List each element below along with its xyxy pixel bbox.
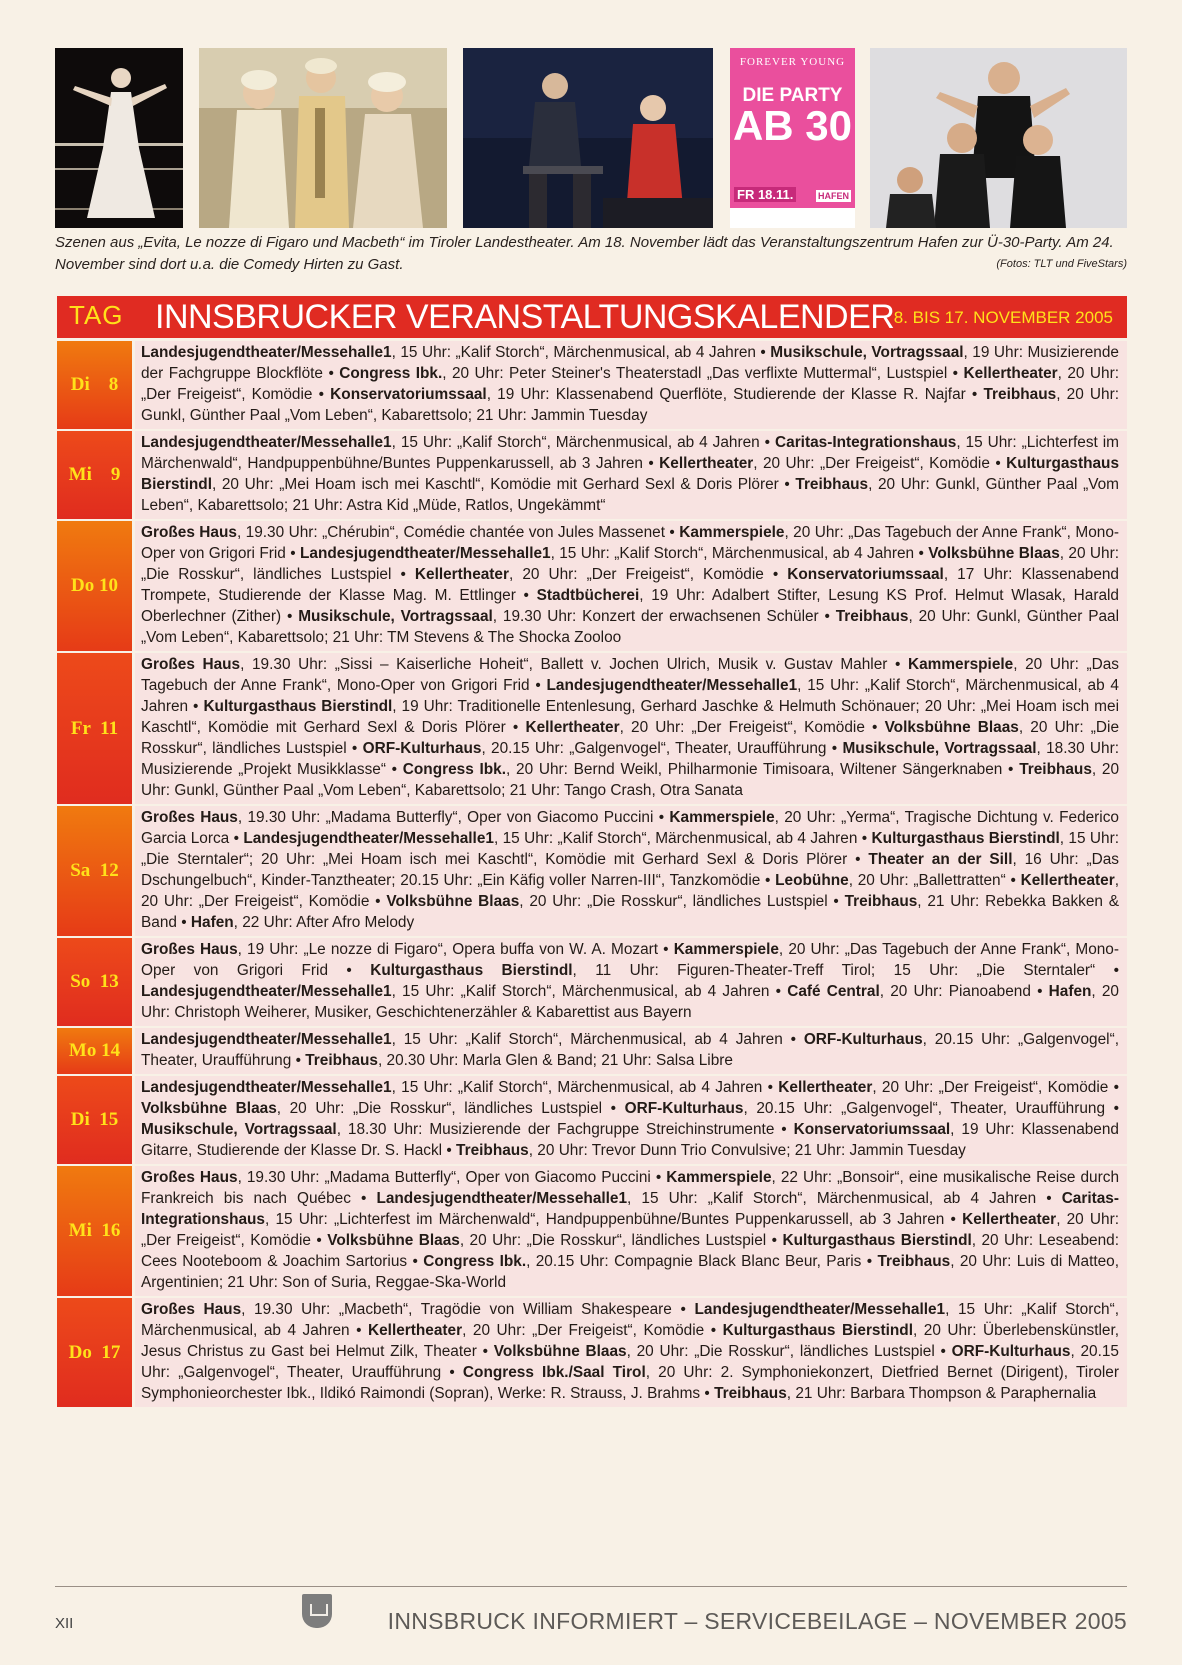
event-details: , 19 Uhr: „Le nozze di Figaro“, Opera buffa von W. A. Mozart • bbox=[237, 941, 674, 958]
page-number: XII bbox=[55, 1615, 74, 1632]
event-details: , 15 Uhr: „Kalif Storch“, Märchenmusical, ab 4 Jahren • bbox=[391, 344, 771, 361]
header-tag-label: TAG bbox=[69, 300, 124, 330]
venue-name: Volksbühne Blaas bbox=[386, 893, 520, 910]
event-details: , 20 Uhr: „Die Rosskur“, ländliches Lustspiel • bbox=[626, 1343, 952, 1360]
day-label: Mi 16 bbox=[57, 1166, 132, 1296]
event-details: , 20 Uhr: „Mei Hoam isch mei Kaschtl“, Komödie mit Gerhard Sexl & Doris Plörer • bbox=[211, 476, 796, 493]
venue-name: Theater an der Sill bbox=[868, 851, 1013, 868]
day-events bbox=[135, 806, 1127, 936]
day-events bbox=[135, 1166, 1127, 1296]
venue-name: Hafen bbox=[190, 914, 234, 931]
event-details: , 15 Uhr: „Kalif Storch“, Märchenmusical, ab 4 Jahren • bbox=[391, 1079, 779, 1096]
venue-name: Kellertheater bbox=[962, 1211, 1057, 1228]
day-row bbox=[57, 651, 1127, 804]
event-details: , 20 Uhr: „Der Freigeist“, Komödie • bbox=[141, 1211, 1119, 1249]
day-label: Di 15 bbox=[57, 1076, 132, 1164]
venue-name: ORF-Kulturhaus bbox=[624, 1100, 744, 1117]
venue-name: Kellertheater bbox=[525, 719, 620, 736]
poster-headline: DIE PARTY bbox=[742, 85, 843, 106]
event-details: , 20 Uhr: Gunkl, Günther Paal „Vom Leben“, Kabarettsolo; 21 Uhr: Jammin Tuesday bbox=[141, 386, 1120, 424]
event-details: , 20 Uhr: Peter Steiner's Theaterstadl „Das verflixte Muttermal“, Lustspiel • bbox=[442, 365, 964, 382]
venue-name: Kulturgasthaus Bierstindl bbox=[370, 962, 573, 979]
venue-name: Treibhaus bbox=[714, 1385, 787, 1402]
event-details: , 20.15 Uhr: „Galgenvogel“, Theater, Uraufführung • bbox=[481, 740, 843, 757]
day-row bbox=[57, 1026, 1127, 1074]
event-details: , 15 Uhr: „Kalif Storch“, Märchenmusical, ab 4 Jahren • bbox=[141, 677, 1119, 715]
event-details: , 15 Uhr: „Kalif Storch“, Märchenmusical, ab 4 Jahren • bbox=[391, 1031, 804, 1048]
event-details: , 15 Uhr: „Kalif Storch“, Märchenmusical, ab 4 Jahren • bbox=[550, 545, 929, 562]
event-details: , 20 Uhr: Gunkl, Günther Paal „Vom Leben“, Kabarettsolo; 21 Uhr: TM Stevens & The Shocka Zooloo bbox=[141, 608, 1119, 646]
event-details: , 20 Uhr: „Ballettratten“ • bbox=[848, 872, 1021, 889]
day-row bbox=[57, 429, 1127, 519]
venue-name: Landesjugendtheater/Messehalle1 bbox=[141, 1031, 392, 1048]
venue-name: Landesjugendtheater/Messehalle1 bbox=[141, 434, 392, 451]
event-details: , 20 Uhr: „Der Freigeist“, Komödie • bbox=[509, 566, 788, 583]
event-details: , 18.30 Uhr: Musizierende der Fachgruppe Streichinstrumente • bbox=[336, 1121, 794, 1138]
day-label: Do 17 bbox=[57, 1298, 132, 1407]
event-details: , 16 Uhr: „Das Dschungelbuch“, Kinder-Tanztheater; 20.15 Uhr: „Ein Käfig voller Narren-III“, Tanzkomödie • bbox=[141, 851, 1119, 889]
venue-name: Leobühne bbox=[775, 872, 849, 889]
venue-name: Musikschule, Vortragssaal bbox=[770, 344, 964, 361]
venue-name: Kellertheater bbox=[368, 1322, 463, 1339]
event-details: , 11 Uhr: Figuren-Theater-Treff Tirol; 15 Uhr: „Die Sterntaler“ • bbox=[572, 962, 1120, 979]
event-details: , 20 Uhr: Luis di Matteo, Argentinien; 21 Uhr: Son of Suria, Reggae-Ska-World bbox=[141, 1253, 1120, 1291]
event-details: , 19.30 Uhr: „Chérubin“, Comédie chantée von Jules Massenet • bbox=[236, 524, 680, 541]
venue-name: Café Central bbox=[787, 983, 880, 1000]
venue-name: Caritas-Integrationshaus bbox=[775, 434, 957, 451]
innsbruck-crest-icon bbox=[302, 1594, 332, 1628]
day-label: Do 10 bbox=[57, 521, 132, 651]
venue-name: Großes Haus bbox=[141, 809, 238, 826]
day-label: So 13 bbox=[57, 938, 132, 1026]
event-details: , 20 Uhr: Pianoabend • bbox=[879, 983, 1049, 1000]
event-details: , 15 Uhr: „Kalif Storch“, Märchenmusical, ab 4 Jahren • bbox=[493, 830, 872, 847]
day-events bbox=[135, 653, 1127, 804]
venue-name: Congress Ibk. bbox=[339, 365, 443, 382]
caption-text: Szenen aus „Evita, Le nozze di Figaro und Macbeth“ im Tiroler Landestheater. Am 18. November lädt das Veranstaltungszentrum Hafen zur Ü-30-Party. Am 24. November sind dort u.a. die Comedy Hirten zu Gast. bbox=[55, 234, 1114, 273]
photo-evita bbox=[55, 48, 183, 228]
photo-figaro bbox=[199, 48, 447, 228]
venue-name: ORF-Kulturhaus bbox=[951, 1343, 1071, 1360]
event-details: , 20 Uhr: Bernd Weikl, Philharmonie Timisoara, Wiltener Sängerknaben • bbox=[506, 761, 1020, 778]
event-details: , 19.30 Uhr: „Macbeth“, Tragödie von William Shakespeare • bbox=[241, 1301, 695, 1318]
poster-sponsor-logos bbox=[730, 208, 855, 228]
venue-name: Kellertheater bbox=[414, 566, 509, 583]
venue-name: Landesjugendtheater/Messehalle1 bbox=[376, 1190, 628, 1207]
venue-name: Musikschule, Vortragssaal bbox=[298, 608, 493, 625]
event-details: , 17 Uhr: Klassenabend Trompete, Studierende der Klasse Mag. M. Ettlinger • bbox=[141, 566, 1119, 604]
event-details: , 20 Uhr: Leseabend: Cees Nooteboom & Joachim Sartorius • bbox=[141, 1232, 1119, 1270]
venue-name: Landesjugendtheater/Messehalle1 bbox=[141, 1079, 392, 1096]
event-details: , 20 Uhr: „Der Freigeist“, Komödie • bbox=[141, 872, 1119, 910]
day-row bbox=[57, 804, 1127, 936]
venue-name: Hafen bbox=[1048, 983, 1092, 1000]
event-details: , 20 Uhr: „Das Tagebuch der Anne Frank“, Mono-Oper von Grigori Frid • bbox=[141, 941, 1119, 979]
event-details: , 20 Uhr: „Der Freigeist“, Komödie • bbox=[141, 365, 1120, 403]
event-details: , 20.15 Uhr: „Galgenvogel“, Theater, Uraufführung • bbox=[743, 1100, 1119, 1117]
photo-party-poster bbox=[730, 48, 855, 228]
event-details: , 21 Uhr: Barbara Thompson & Paraphernalia bbox=[786, 1385, 1097, 1402]
event-details: , 20 Uhr: Christoph Weiherer, Musiker, Geschichtenerzähler & Kabarettist aus Bayern bbox=[141, 983, 1119, 1021]
calendar-title: INNSBRUCKER VERANSTALTUNGSKALENDER bbox=[155, 298, 895, 336]
day-events bbox=[135, 521, 1127, 651]
event-details: , 22 Uhr: „Bonsoir“, eine musikalische Reise durch Frankreich bis nach Québec • bbox=[141, 1169, 1120, 1207]
photo-strip bbox=[55, 48, 1127, 228]
poster-brand: FOREVER YOUNG bbox=[739, 56, 846, 68]
day-label: Mi 9 bbox=[57, 431, 132, 519]
venue-name: Volksbühne Blaas bbox=[884, 719, 1019, 736]
venue-name: Kellertheater bbox=[1020, 872, 1115, 889]
venue-name: Treibhaus bbox=[1019, 761, 1092, 778]
venue-name: Kulturgasthaus Bierstindl bbox=[141, 455, 1120, 493]
event-details: , 20 Uhr: „Der Freigeist“, Komödie • bbox=[462, 1322, 723, 1339]
event-details: , 20 Uhr: Gunkl, Günther Paal „Vom Leben“, Kabarettsolo; 21 Uhr: Tango Crash, Otra Sanata bbox=[141, 761, 1120, 799]
day-label: Mo 14 bbox=[57, 1028, 132, 1074]
venue-name: Congress Ibk./Saal Tirol bbox=[462, 1364, 646, 1381]
venue-name: Kammerspiele bbox=[679, 524, 785, 541]
venue-name: Treibhaus bbox=[795, 476, 869, 493]
day-label: Fr 11 bbox=[57, 653, 132, 804]
venue-name: Stadtbücherei bbox=[536, 587, 640, 604]
venue-name: Landesjugendtheater/Messehalle1 bbox=[141, 983, 392, 1000]
venue-name: Musikschule, Vortragssaal bbox=[842, 740, 1037, 757]
event-details: , 15 Uhr: „Kalif Storch“, Märchenmusical, ab 4 Jahren • bbox=[141, 1301, 1119, 1339]
photo-macbeth bbox=[463, 48, 713, 228]
venue-name: Kulturgasthaus Bierstindl bbox=[871, 830, 1060, 847]
day-row bbox=[57, 339, 1127, 429]
day-label: Sa 12 bbox=[57, 806, 132, 936]
event-details: , 19.30 Uhr: „Madama Butterfly“, Oper von Giacomo Puccini • bbox=[237, 809, 670, 826]
venue-name: Kulturgasthaus Bierstindl bbox=[782, 1232, 972, 1249]
day-events bbox=[135, 431, 1127, 519]
venue-name: Konservatoriumssaal bbox=[787, 566, 944, 583]
poster-age: AB 30 bbox=[732, 102, 853, 149]
venue-name: Volksbühne Blaas bbox=[141, 1100, 277, 1117]
event-details: , 20 Uhr: „Das Tagebuch der Anne Frank“, Mono-Oper von Grigori Frid • bbox=[141, 656, 1120, 694]
day-row bbox=[57, 1074, 1127, 1164]
event-details: , 20 Uhr: Überlebenskünstler, Jesus Christus zu Gast bei Helmut Zilk, Theater • bbox=[141, 1322, 1120, 1360]
venue-name: Kulturgasthaus Bierstindl bbox=[722, 1322, 913, 1339]
day-row bbox=[57, 1164, 1127, 1296]
event-details: , 20.15 Uhr: Compagnie Black Blanc Beur, Paris • bbox=[526, 1253, 878, 1270]
event-details: , 19.30 Uhr: „Madama Butterfly“, Oper von Giacomo Puccini • bbox=[237, 1169, 667, 1186]
venue-name: Landesjugendtheater/Messehalle1 bbox=[141, 344, 392, 361]
venue-name: ORF-Kulturhaus bbox=[362, 740, 482, 757]
venue-name: Treibhaus bbox=[877, 1253, 951, 1270]
poster-date: FR 18.11. bbox=[734, 187, 796, 202]
venue-name: Kammerspiele bbox=[669, 809, 775, 826]
venue-name: Volksbühne Blaas bbox=[928, 545, 1060, 562]
event-details: , 20 Uhr: Trevor Dunn Trio Convulsive; 21 Uhr: Jammin Tuesday bbox=[528, 1142, 966, 1159]
event-details: , 18.30 Uhr: Musizierende „Projekt Musikklasse“ • bbox=[141, 740, 1120, 778]
event-details: , 20 Uhr: „Die Rosskur“, ländliches Lustspiel • bbox=[141, 719, 1120, 757]
venue-name: Kellertheater bbox=[778, 1079, 873, 1096]
event-details: , 19.30 Uhr: „Sissi – Kaiserliche Hoheit“, Ballett v. Jochen Ulrich, Musik v. Gustav Mahler • bbox=[240, 656, 908, 673]
venue-name: Kulturgasthaus Bierstindl bbox=[203, 698, 393, 715]
venue-name: Treibhaus bbox=[456, 1142, 529, 1159]
event-details: , 19 Uhr: Traditionelle Entenlesung, Gerhard Jaschke & Helmuth Schönauer; 20 Uhr: „Mei Hoam isch mei Kaschtl“, Komödie mit Gerhard Sexl & Doris Plörer • bbox=[141, 698, 1119, 736]
event-details: , 15 Uhr: „Lichterfest im Märchenwald“, Handpuppenbühne/Buntes Puppenkarussell, ab 3 Jahren • bbox=[141, 434, 1119, 472]
venue-name: Treibhaus bbox=[983, 386, 1057, 403]
event-details: , 20 Uhr: „Der Freigeist“, Komödie • bbox=[872, 1079, 1119, 1096]
day-events bbox=[135, 1298, 1127, 1407]
day-label: Di 8 bbox=[57, 341, 132, 429]
day-row bbox=[57, 1296, 1127, 1407]
footer-divider bbox=[55, 1586, 1127, 1587]
venue-name: Großes Haus bbox=[141, 1301, 242, 1318]
venue-name: Kellertheater bbox=[963, 365, 1058, 382]
venue-name: Musikschule, Vortragssaal bbox=[141, 1121, 337, 1138]
event-details: , 20 Uhr: „Yerma“, Tragische Dichtung v. Federico Garcia Lorca • bbox=[141, 809, 1119, 847]
venue-name: Großes Haus bbox=[141, 524, 237, 541]
event-details: , 20 Uhr: „Die Rosskur“, ländliches Lustspiel • bbox=[141, 545, 1119, 583]
venue-name: Treibhaus bbox=[305, 1052, 378, 1069]
event-calendar bbox=[57, 339, 1127, 1407]
day-events bbox=[135, 1028, 1127, 1074]
venue-name: Kammerspiele bbox=[666, 1169, 772, 1186]
venue-name: Großes Haus bbox=[141, 941, 238, 958]
day-events bbox=[135, 341, 1127, 429]
venue-name: Landesjugendtheater/Messehalle1 bbox=[243, 830, 494, 847]
venue-name: Caritas-Integrationshaus bbox=[141, 1190, 1119, 1228]
event-details: , 20.30 Uhr: Marla Glen & Band; 21 Uhr: Salsa Libre bbox=[377, 1052, 733, 1069]
event-details: , 19 Uhr: Adalbert Stifter, Lesung KS Prof. Helmut Wlasak, Harald Oberlechner (Zither) • bbox=[141, 587, 1119, 625]
event-details: , 15 Uhr: „Kalif Storch“, Märchenmusical, ab 4 Jahren • bbox=[627, 1190, 1062, 1207]
venue-name: Landesjugendtheater/Messehalle1 bbox=[299, 545, 551, 562]
venue-name: Congress Ibk. bbox=[402, 761, 507, 778]
venue-name: Landesjugendtheater/Messehalle1 bbox=[694, 1301, 946, 1318]
event-details: , 22 Uhr: After Afro Melody bbox=[233, 914, 415, 931]
day-row bbox=[57, 519, 1127, 651]
calendar-header bbox=[57, 296, 1127, 338]
event-details: , 20 Uhr: „Die Rosskur“, ländliches Lustspiel • bbox=[519, 893, 845, 910]
venue-name: Großes Haus bbox=[141, 656, 241, 673]
event-details: , 15 Uhr: „Lichterfest im Märchenwald“, Handpuppenbühne/Buntes Puppenkarussell, ab 3 Jahren • bbox=[265, 1211, 963, 1228]
venue-name: Kammerspiele bbox=[908, 656, 1014, 673]
poster-location: HAFEN bbox=[818, 191, 849, 201]
venue-name: Konservatoriumssaal bbox=[793, 1121, 951, 1138]
venue-name: Kammerspiele bbox=[673, 941, 779, 958]
event-details: , 20 Uhr: „Die Rosskur“, ländliches Lustspiel • bbox=[276, 1100, 625, 1117]
day-events bbox=[135, 938, 1127, 1026]
venue-name: Konservatoriumssaal bbox=[330, 386, 487, 403]
event-details: , 20 Uhr: „Der Freigeist“, Komödie • bbox=[619, 719, 885, 736]
venue-name: Volksbühne Blaas bbox=[493, 1343, 627, 1360]
event-details: , 19.30 Uhr: Konzert der erwachsenen Schüler • bbox=[492, 608, 836, 625]
photo-credit: (Fotos: TLT und FiveStars) bbox=[996, 258, 1127, 270]
event-details: , 19 Uhr: Klassenabend Querflöte, Studierende der Klasse R. Najfar • bbox=[486, 386, 984, 403]
event-details: , 20 Uhr: „Die Rosskur“, ländliches Lustspiel • bbox=[459, 1232, 783, 1249]
venue-name: Landesjugendtheater/Messehalle1 bbox=[546, 677, 798, 694]
event-details: , 20 Uhr: 2. Symphoniekonzert, Dietfried Bernet (Dirigent), Tiroler Symphonieorchester Ibk., Ildikó Raimondi (Sopran), Werke: R. Strauss, J. Brahms • bbox=[141, 1364, 1119, 1402]
footer-title: INNSBRUCK INFORMIERT – SERVICEBEILAGE – NOVEMBER 2005 bbox=[387, 1608, 1127, 1634]
event-details: , 15 Uhr: „Die Sterntaler“; 20 Uhr: „Mei Hoam isch mei Kaschtl“, Komödie mit Gerhard Sexl & Doris Plörer • bbox=[141, 830, 1119, 868]
venue-name: Volksbühne Blaas bbox=[327, 1232, 460, 1249]
event-details: , 19 Uhr: Klassenabend Gitarre, Studierende der Klasse Dr. S. Hackl • bbox=[141, 1121, 1119, 1159]
day-events bbox=[135, 1076, 1127, 1164]
venue-name: Großes Haus bbox=[141, 1169, 238, 1186]
event-details: , 20 Uhr: „Der Freigeist“, Komödie • bbox=[753, 455, 1007, 472]
event-details: , 20 Uhr: Gunkl, Günther Paal „Vom Leben“, Kabarettsolo; 21 Uhr: Astra Kid „Müde, Ratlos, Ungekämmt“ bbox=[141, 476, 1119, 514]
venue-name: Congress Ibk. bbox=[423, 1253, 527, 1270]
event-details: , 20 Uhr: „Das Tagebuch der Anne Frank“, Mono-Oper von Grigori Frid • bbox=[141, 524, 1120, 562]
event-details: , 20.15 Uhr: „Galgenvogel“, Theater, Uraufführung • bbox=[141, 1031, 1119, 1069]
event-details: , 15 Uhr: „Kalif Storch“, Märchenmusical, ab 4 Jahren • bbox=[391, 983, 788, 1000]
venue-name: Treibhaus bbox=[844, 893, 918, 910]
event-details: , 15 Uhr: „Kalif Storch“, Märchenmusical, ab 4 Jahren • bbox=[391, 434, 776, 451]
venue-name: ORF-Kulturhaus bbox=[803, 1031, 923, 1048]
venue-name: Treibhaus bbox=[835, 608, 909, 625]
day-row bbox=[57, 936, 1127, 1026]
venue-name: Kellertheater bbox=[659, 455, 754, 472]
photo-caption bbox=[55, 232, 1127, 276]
photo-comedy-hirten bbox=[870, 48, 1127, 228]
event-details: , 19 Uhr: Musizierende der Fachgruppe Blockflöte • bbox=[141, 344, 1119, 382]
event-details: , 20.15 Uhr: „Galgenvogel“, Theater, Uraufführung • bbox=[141, 1343, 1119, 1381]
event-details: , 21 Uhr: Rebekka Bakken & Band • bbox=[141, 893, 1119, 931]
date-range: 8. BIS 17. NOVEMBER 2005 bbox=[893, 308, 1113, 327]
